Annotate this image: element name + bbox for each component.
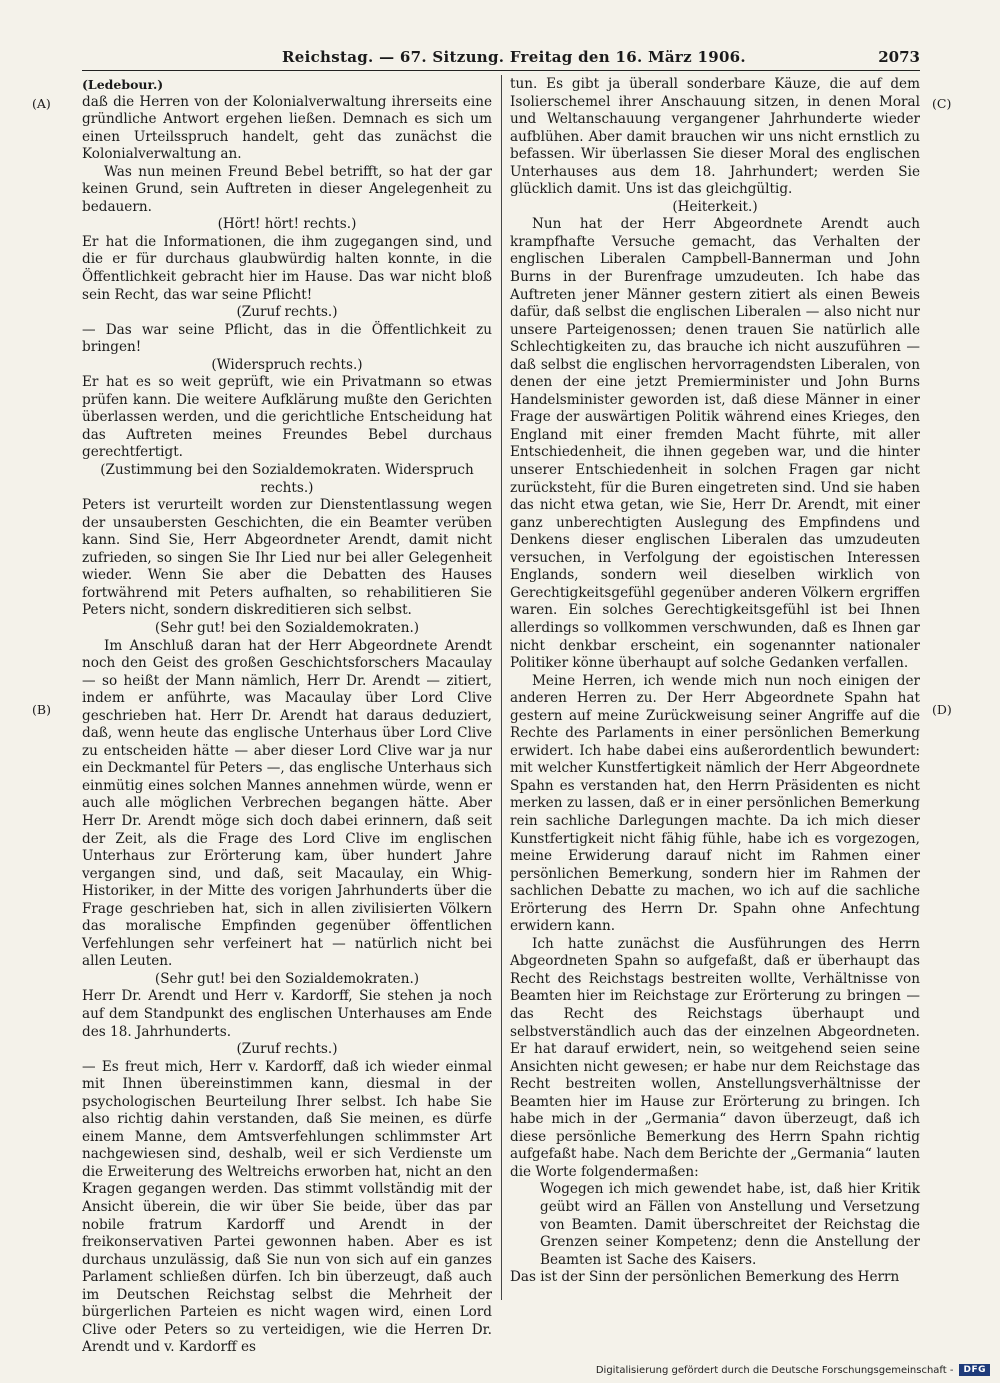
- margin-marker-a: (A): [32, 96, 51, 111]
- right-column: [510, 76, 920, 1300]
- column-divider: [501, 75, 502, 1300]
- margin-marker-b: (B): [32, 702, 51, 717]
- interjection: (Heiterkeit.): [672, 198, 758, 215]
- interjection: (Zuruf rechts.): [236, 1041, 338, 1058]
- paragraph: — Es freut mich, Herr v. Kardorff, daß ich wieder einmal mit Ihnen übereinstimmen kann, diesmal in der psychologischen Beurteilung Ihrer selbst. Ich habe Sie also richtig dahin verstanden, daß Sie meinen, es dürfe einem Manne, dem Amtsverfehlungen schlimmster Art nachgewiesen sind, deshalb, weil er sich Verdienste um die Erweiterung des Weltreichs erworben hat, nicht an den Kragen gegangen werden. Das stimmt vollständig mit der Ansicht überein, die wir über Sie beide, über das par nobile fratrum Kardorff und Arendt in der freikonservativen Partei gewonnen haben. Aber es ist durchaus unzulässig, daß Sie nun von sich auf ein ganzes Parlament schließen dürfen. Ich bin überzeugt, daß auch im Deutschen Reichstag selbst die Mehrheit der bürgerlichen Parteien es nicht wagen wird, einen Lord Clive oder Peters so zu verteidigen, wie die Herren Dr. Arendt und v. Kardorff es: [82, 1058, 492, 1356]
- paragraph: Das ist der Sinn der persönlichen Bemerkung des Herrn: [510, 1269, 900, 1286]
- paragraph: tun. Es gibt ja überall sonderbare Käuze, die auf dem Isolierschemel ihrer Anschauung sitzen, in denen Moral und Weltanschauung vergangener Jahrhunderte wieder aufblühen. Aber damit brauchen wir uns nicht ernstlich zu befassen. Wir überlassen Sie dieser Moral des englischen Unterhauses aus dem 18. Jahrhundert; werden Sie glücklich damit. Uns ist das gleichgültig.: [510, 76, 920, 198]
- paragraph: daß die Herren von der Kolonialverwaltung ihrerseits eine gründliche Antwort ergehen ließen. Demnach es sich um einen Urteilsspruch handelt, geht das zunächst die Kolonialverwaltung an.: [82, 93, 492, 163]
- paragraph: Er hat es so weit geprüft, wie ein Privatmann so etwas prüfen kann. Die weitere Aufklärung mußte den Gerichten überlassen werden, und die gerichtliche Entscheidung hat das Auftreten meines Freundes Bebel durchaus gerechtfertigt.: [82, 374, 492, 461]
- paragraph: Er hat die Informationen, die ihm zugegangen sind, und die er für durchaus glaubwürdig halten konnte, in die Öffentlichkeit gebracht hier im Hause. Das war nicht bloß sein Recht, das war seine Pflicht!: [82, 233, 492, 303]
- paragraph: Meine Herren, ich wende mich nun noch einigen der anderen Herren zu. Der Herr Abgeordnete Spahn hat gestern auf meine Zurückweisung seiner Angriffe auf die Rechte des Parlaments in einer persönlichen Bemerkung erwidert. Ich habe dabei eins außerordentlich bewundert: mit welcher Kunstfertigkeit nämlich der Herr Abgeordnete Spahn es verstanden hat, den Herrn Präsidenten es nicht merken zu lassen, daß er in einer persönlichen Bemerkung rein sachliche Darlegungen machte. Da ich mich dieser Kunstfertigkeit nicht fähig fühle, habe ich es vorgezogen, meine Erwiderung darauf nicht im Rahmen einer persönlichen Bemerkung, sondern hier im Rahmen der sachlichen Debatte zu machen, wo ich auf die sachliche Erörterung des Herrn Dr. Spahn ohne Anfechtung erwidern kann.: [510, 672, 920, 935]
- dfg-logo-icon: DFG: [959, 1364, 990, 1376]
- interjection: (Zuruf rechts.): [236, 304, 338, 321]
- paragraph: Ich hatte zunächst die Ausführungen des Herrn Abgeordneten Spahn so aufgefaßt, daß er überhaupt das Recht des Reichstags bestreiten wollte, Verhältnisse von Beamten hier im Reichstage zur Erörterung zu bringen — das Recht des Reichstags überhaupt und selbstverständlich auch das der einzelnen Abgeordneten. Er hat darauf erwidert, nein, so weitgehend seien seine Ansichten nicht gewesen; er habe nur dem Reichstage das Recht bestreiten wollen, Anstellungsverhältnisse der Beamten hier im Hause zur Erörterung zu bringen. Ich habe mich in der „Germania“ davon überzeugt, daß ich diese persönliche Bemerkung des Herrn Spahn richtig aufgefaßt habe. Nach dem Berichte der „Germania“ lauten die Worte folgendermaßen:: [510, 935, 920, 1180]
- interjection: (Hört! hört! rechts.): [217, 216, 357, 233]
- block-quote: Wogegen ich mich gewendet habe, ist, daß hier Kritik geübt wird an Fällen von Anstellung und Versetzung von Beamten. Damit überschreitet der Reichstag die Grenzen seiner Kompetenz; denn die Anstellung der Beamten ist Sache des Kaisers.: [540, 1181, 920, 1268]
- credit-text: Digitalisierung gefördert durch die Deutsche Forschungsgemeinschaft -: [595, 1364, 954, 1376]
- left-column: [82, 76, 492, 1356]
- digitization-credit: [596, 1364, 990, 1376]
- paragraph: — Das war seine Pflicht, das in die Öffentlichkeit zu bringen!: [82, 321, 492, 356]
- page-header: [82, 48, 920, 72]
- running-title: Reichstag. — 67. Sitzung. Freitag den 16. März 1906.: [282, 48, 746, 66]
- paragraph: Im Anschluß daran hat der Herr Abgeordnete Arendt noch den Geist des großen Geschichtsforschers Macaulay — so heißt der Mann nämlich, Herr Dr. Arendt — zitiert, indem er anführte, was Macaulay über Lord Clive geschrieben hat. Herr Dr. Arendt hat daraus deduziert, daß, wenn heute das englische Unterhaus über Lord Clive zu entscheiden hätte — aber dieser Lord Clive war ja nur ein Deckmantel für Peters —, das englische Unterhaus sich einmütig eines solchen Mannes annehmen würde, wenn er auch alle möglichen Verbrechen begangen hätte. Aber Herr Dr. Arendt möge sich doch dabei erinnern, daß seit der Zeit, als die Frage des Lord Clive im englischen Unterhaus zur Erörterung kam, über hundert Jahre vergangen sind, und daß, seit Macaulay, ein Whig-Historiker, in der Mitte des vorigen Jahrhunderts über die Frage geschrieben hat, sich in allen zivilisierten Völkern das moralische Empfinden gegenüber öffentlichen Verfehlungen sehr verfeinert hat — natürlich nicht bei allen Leuten.: [82, 637, 492, 970]
- header-rule: [82, 70, 920, 71]
- paragraph: Herr Dr. Arendt und Herr v. Kardorff, Sie stehen ja noch auf dem Standpunkt des englischen Unterhauses am Ende des 18. Jahrhunderts.: [82, 988, 492, 1040]
- speaker-name: (Ledebour.): [82, 77, 164, 92]
- paragraph: Was nun meinen Freund Bebel betrifft, so hat der gar keinen Grund, sein Auftreten in dieser Angelegenheit zu bedauern.: [82, 163, 492, 215]
- paragraph: Nun hat der Herr Abgeordnete Arendt auch krampfhafte Versuche gemacht, das Verhalten der englischen Liberalen Campbell-Bannerman und John Burns in der Burenfrage umzudeuten. Ich habe das Auftreten jener Männer gestern zitiert als einen Beweis dafür, daß selbst die englischen Liberalen — also nicht nur unsere Parteigenossen; denen trauen Sie natürlich alle Schlechtigkeiten zu, das brauche ich nicht auszuführen — daß selbst die englischen hervorragendsten Liberalen, von denen der eine jetzt Premierminister und John Burns Handelsminister geworden ist, daß diese Männer in einer Frage der auswärtigen Politik während eines Krieges, den England mit einer fremden Macht führte, mit aller Entschiedenheit, die ihnen gegeben war, und die hinter unserer Entschiedenheit in solchen Fragen gar nicht zurücksteht, für die Buren eingetreten sind. Und sie haben das nicht etwa getan, wie Sie, Herr Dr. Arendt, mit einer ganz unberechtigten Auslegung des Empfindens und Denkens dieser englischen Liberalen das umzudeuten versuchen, in Verfolgung der egoistischen Interessen Englands, sondern weil dieselben wirklich von Gerechtigkeitsgefühl gegenüber anderen Völkern ergriffen waren. Ein solches Gerechtigkeitsgefühl ist bei Ihnen allerdings so vollkommen verschwunden, daß es Ihnen gar nicht denkbar erscheint, ein sogenannter nationaler Politiker könne überhaupt auf solche Gedanken verfallen.: [510, 216, 920, 672]
- paragraph: Peters ist verurteilt worden zur Dienstentlassung wegen der unsaubersten Geschichten, die ein Beamter verüben kann. Sind Sie, Herr Abgeordneter Arendt, damit nicht zufrieden, so singen Sie Ihr Lied nur bei aller Gelegenheit wieder. Wenn Sie aber die Debatten des Hauses fortwährend mit Peters aufhalten, so rehabilitieren Sie Peters nicht, sondern diskreditieren sich selbst.: [82, 497, 492, 619]
- interjection: (Sehr gut! bei den Sozialdemokraten.): [154, 619, 420, 636]
- margin-marker-c: (C): [932, 96, 952, 111]
- interjection: (Zustimmung bei den Sozialdemokraten. Widerspruch rechts.): [100, 462, 474, 496]
- interjection: (Sehr gut! bei den Sozialdemokraten.): [154, 970, 420, 987]
- margin-marker-d: (D): [932, 702, 952, 717]
- page-number: 2073: [878, 48, 920, 66]
- interjection: (Widerspruch rechts.): [211, 356, 363, 373]
